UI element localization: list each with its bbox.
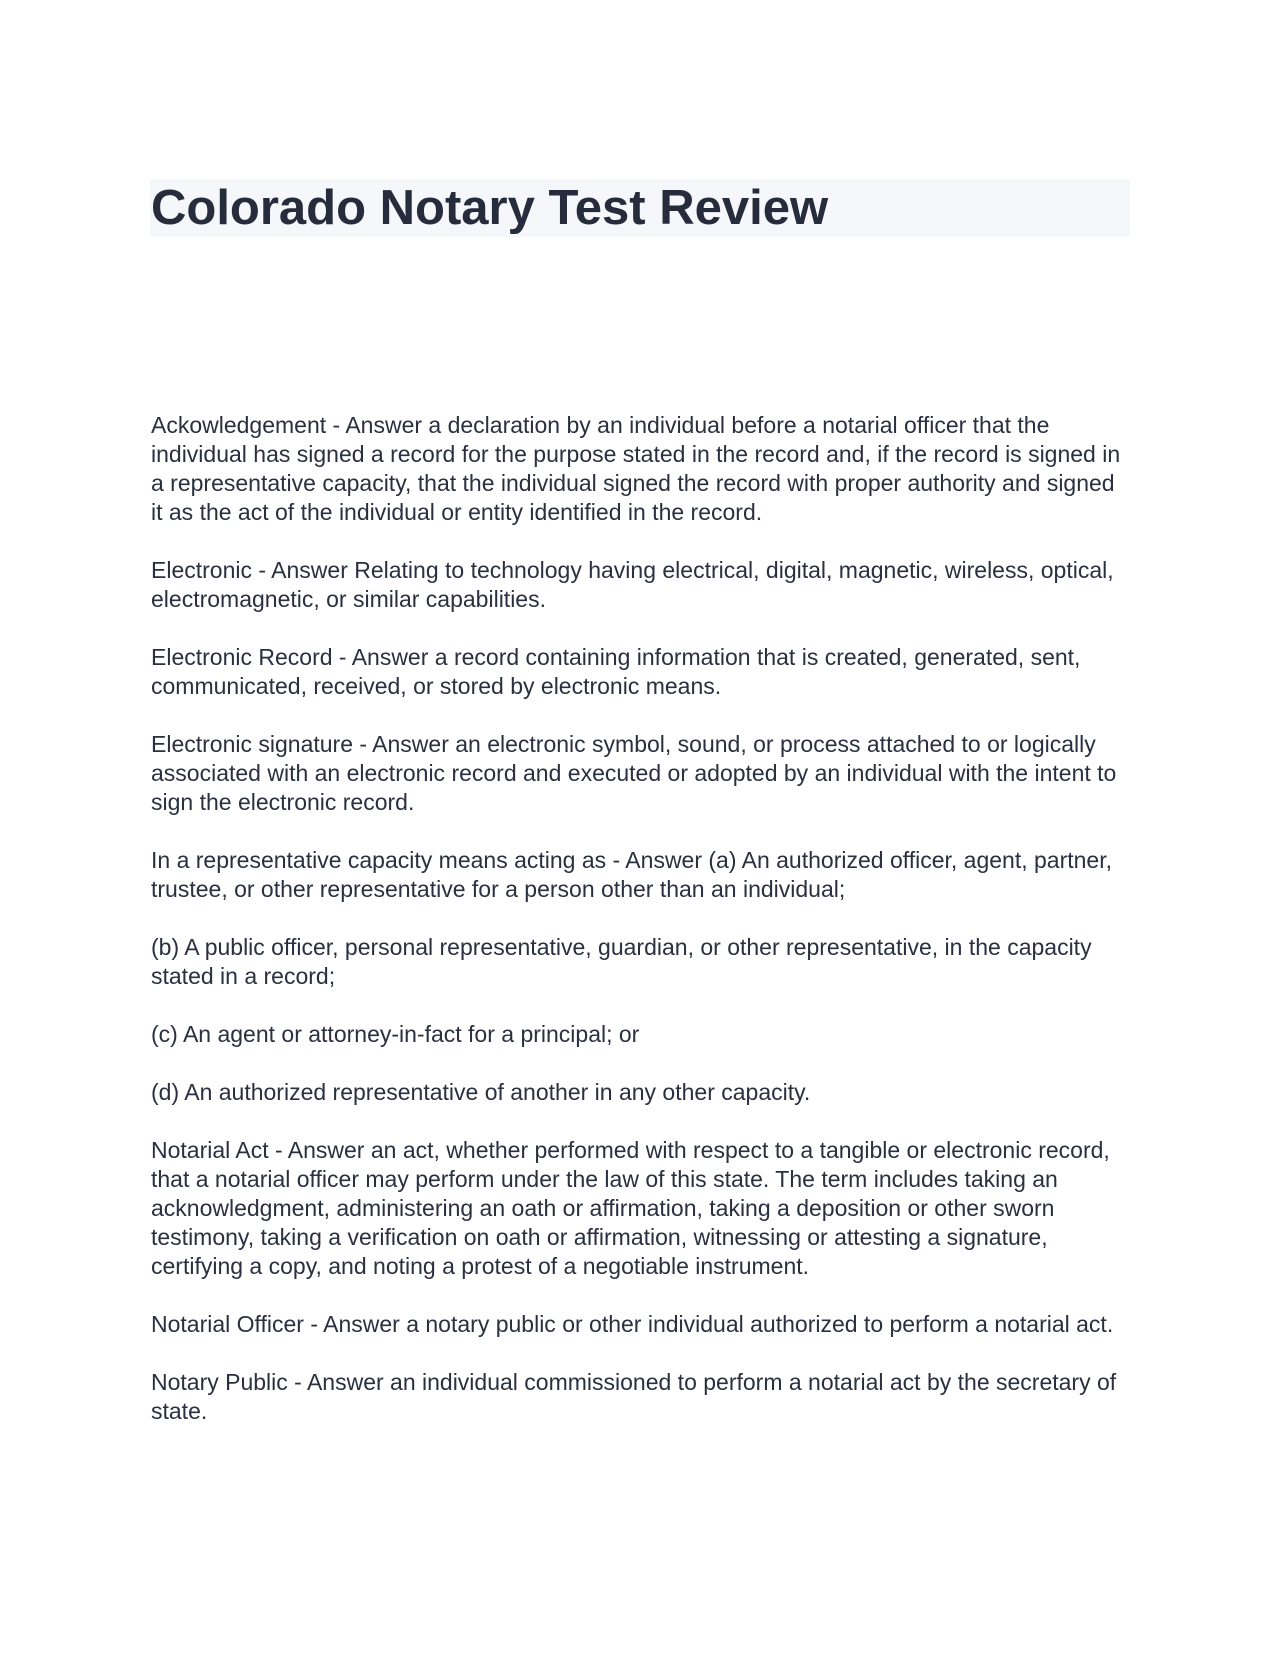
page-title: Colorado Notary Test Review bbox=[151, 181, 829, 235]
definitions-list bbox=[151, 411, 1131, 1455]
definition-notarial-act: Notarial Act - Answer an act, whether performed with respect to a tangible or electronic record, that a notarial officer may perform under the law of this state. The term includes taking an acknowledgment, administering an oath or affirmation, taking a deposition or other sworn testimony, taking a verification on oath or affirmation, witnessing or attesting a signature, certifying a copy, and noting a protest of a negotiable instrument. bbox=[151, 1137, 1110, 1279]
definition-electronic-record: Electronic Record - Answer a record containing information that is created, generated, sent, communicated, received, or stored by electronic means. bbox=[151, 644, 1081, 699]
definition-representative-capacity-c: (c) An agent or attorney-in-fact for a principal; or bbox=[151, 1021, 640, 1047]
definition-notary-public: Notary Public - Answer an individual commissioned to perform a notarial act by the secretary of state. bbox=[151, 1369, 1117, 1424]
definition-notarial-officer: Notarial Officer - Answer a notary public or other individual authorized to perform a notarial act. bbox=[151, 1311, 1114, 1337]
definition-acknowledgement: Ackowledgement - Answer a declaration by an individual before a notarial officer that the individual has signed a record for the purpose stated in the record and, if the record is signed in a representative capacity, that the individual signed the record with proper authority and signed it as the act of the individual or entity identified in the record. bbox=[151, 412, 1121, 525]
definition-representative-capacity-b: (b) A public officer, personal representative, guardian, or other representative, in the capacity stated in a record; bbox=[151, 934, 1092, 989]
definition-representative-capacity: In a representative capacity means acting as - Answer (a) An authorized officer, agent, partner, trustee, or other representative for a person other than an individual; bbox=[151, 847, 1113, 902]
definition-electronic: Electronic - Answer Relating to technology having electrical, digital, magnetic, wireless, optical, electromagnetic, or similar capabilities. bbox=[151, 557, 1114, 612]
definition-electronic-signature: Electronic signature - Answer an electronic symbol, sound, or process attached to or logically associated with an electronic record and executed or adopted by an individual with the intent to sign the electronic record. bbox=[151, 731, 1117, 815]
definition-representative-capacity-d: (d) An authorized representative of another in any other capacity. bbox=[151, 1079, 811, 1105]
